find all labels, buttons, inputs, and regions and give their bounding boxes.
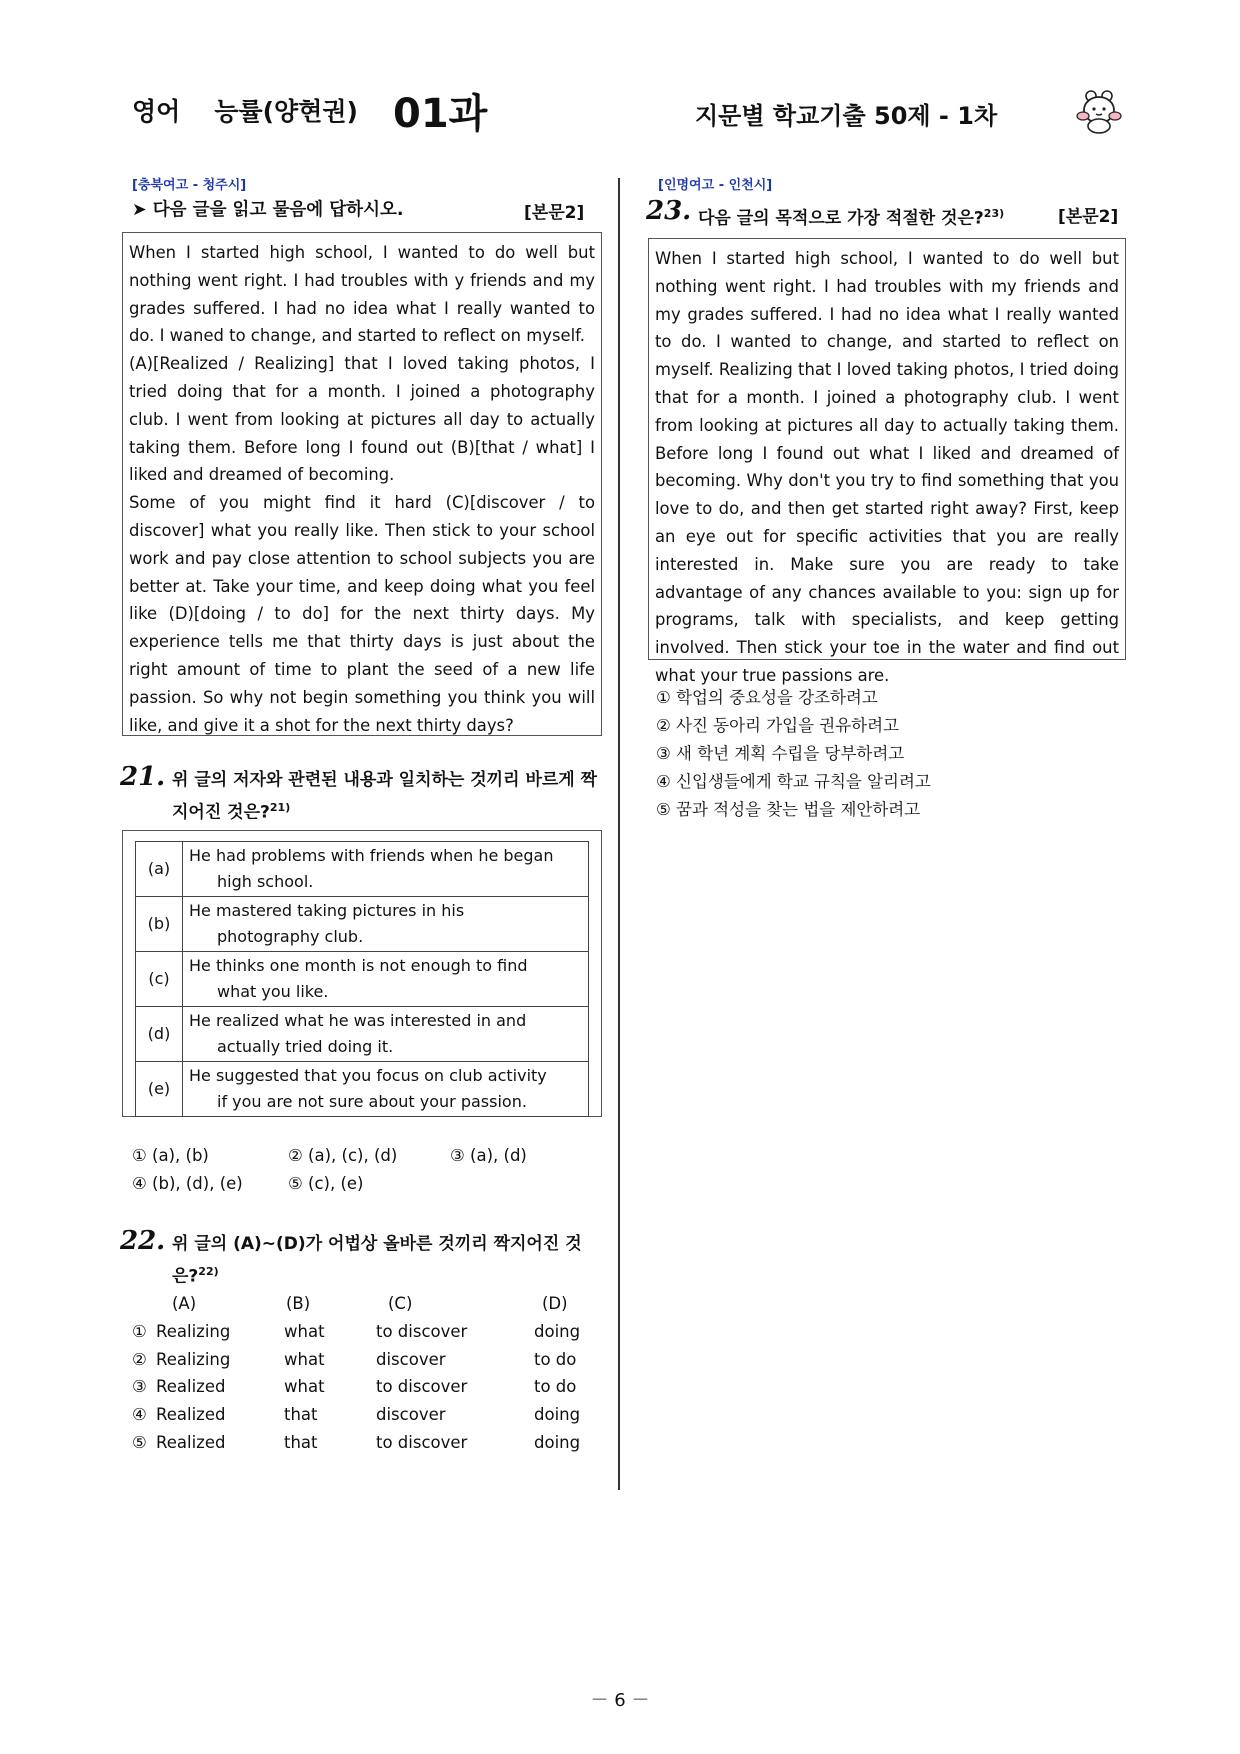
option-a: Realized — [156, 1405, 226, 1425]
subject: 영어 — [132, 97, 181, 126]
left-passage — [122, 232, 602, 736]
option-c: to discover — [376, 1377, 468, 1397]
q21-text — [172, 766, 600, 827]
option-number: ③ — [132, 1377, 147, 1397]
q23-passage-text: When I started high school, I wanted to do well but nothing went right. I had troubles with my friends and my grades suffered. I had no idea what I really wanted to do. I wanted to change, and started to reflect on myself. Realizing that I loved taking photos, I tried doing that for a month. I joined a photography club. I went from looking at pictures all day to actually taking them. Before long I found out what I liked and dreamed of becoming. Why don't you try to find something that you love to do, and then get started right away? First, keep an eye out for specific activities that you are really interested in. Make sure you are ready to take advantage of any chances available to you: sign up for programs, talk with specialists, and keep getting involved. Then stick your toe in the water and find out what your true passions are. — [655, 249, 1119, 685]
passage-paragraph-2: (A)[Realized / Realizing] that I loved taking photos, I tried doing that for a month. I joined a photography club. I went from looking at pictures all day to actually taking them. Before long I found out (B)[that / what] I liked and dreamed of becoming. — [129, 354, 595, 485]
q22-header-row — [132, 1290, 602, 1318]
option-a: Realized — [156, 1377, 226, 1397]
row-label: (b) — [136, 897, 183, 952]
option-a: Realized — [156, 1432, 226, 1452]
option-b: that — [284, 1432, 318, 1452]
q22-option-1[interactable] — [132, 1318, 602, 1346]
q21-statement-table — [135, 841, 589, 1117]
row-label: (a) — [136, 842, 183, 897]
q23-choice-2[interactable]: ② 사진 동아리 가입을 권유하려고 — [656, 716, 899, 735]
q21-choice-5[interactable]: ⑤ (c), (e) — [288, 1174, 364, 1193]
option-b: that — [284, 1405, 318, 1425]
page-title: 지문별 학교기출 50제 - 1차 — [695, 102, 998, 130]
col-header-b: (B) — [286, 1294, 311, 1313]
col-header-a: (A) — [172, 1294, 197, 1313]
q21-footnote: 21) — [269, 801, 291, 814]
table-row — [136, 897, 589, 952]
option-d: doing — [534, 1321, 581, 1341]
option-d: doing — [534, 1432, 581, 1452]
q22-options — [132, 1290, 602, 1457]
table-row — [136, 1007, 589, 1062]
publisher: 능률(양현권) — [214, 97, 358, 126]
row-text-line2: actually tried doing it. — [217, 1037, 394, 1056]
q23-footnote: 23) — [983, 207, 1005, 220]
left-tag: [본문2] — [524, 203, 585, 223]
q22-option-4[interactable] — [132, 1401, 602, 1429]
col-header-d: (D) — [542, 1294, 568, 1313]
q23-choice-1[interactable]: ① 학업의 중요성을 강조하려고 — [656, 688, 878, 707]
option-b: what — [284, 1321, 325, 1341]
q22-option-5[interactable] — [132, 1429, 602, 1457]
q23-question: 다음 글의 목적으로 가장 적절한 것은? — [698, 208, 984, 229]
row-text-line2: if you are not sure about your passion. — [217, 1092, 527, 1111]
option-d: doing — [534, 1405, 581, 1425]
option-d: to do — [534, 1349, 577, 1369]
q21-question: 위 글의 저자와 관련된 내용과 일치하는 것끼리 바르게 짝지어진 것은? — [172, 770, 598, 823]
q23-choice-5[interactable]: ⑤ 꿈과 적성을 찾는 법을 제안하려고 — [656, 800, 921, 819]
q23-choice-3[interactable]: ③ 새 학년 계획 수립을 당부하려고 — [656, 744, 905, 763]
option-c: discover — [376, 1349, 446, 1369]
row-text-line2: high school. — [217, 872, 314, 891]
q21-choice-1[interactable]: ① (a), (b) — [132, 1146, 209, 1165]
q23-passage — [648, 238, 1126, 685]
row-label: (d) — [136, 1007, 183, 1062]
q21-choice-4[interactable]: ④ (b), (d), (e) — [132, 1174, 243, 1193]
option-b: what — [284, 1349, 325, 1369]
option-c: discover — [376, 1405, 446, 1425]
page-number: － 6 － — [590, 1690, 650, 1711]
option-number: ⑤ — [132, 1432, 147, 1452]
q21-number: 21. — [120, 762, 166, 792]
bear-mascot-icon — [1074, 86, 1124, 136]
row-label: (c) — [136, 952, 183, 1007]
option-c: to discover — [376, 1432, 468, 1452]
q22-number: 22. — [120, 1226, 166, 1256]
column-divider — [618, 178, 620, 1490]
option-d: to do — [534, 1377, 577, 1397]
row-text-line2: what you like. — [217, 982, 329, 1001]
q21-statement-box — [122, 830, 602, 1117]
passage-paragraph-3: Some of you might find it hard (C)[discover / to discover] what you really like. Then stick to your school work and pay close attention to school subjects you are better at. Take your time, and keep doing what you feel like (D)[doing / to do] for the next thirty days. My experience tells me that thirty days is just about the right amount of time to plant the seed of a new life passion. So why not begin something you think you will like, and give it a shot for the next thirty days? — [129, 493, 595, 735]
q22-question: 위 글의 (A)~(D)가 어법상 올바른 것끼리 짝지어진 것은? — [172, 1234, 582, 1287]
option-a: Realizing — [156, 1321, 231, 1341]
option-b: what — [284, 1377, 325, 1397]
row-text-line1: He had problems with friends when he began — [189, 846, 554, 865]
q23-text — [698, 200, 1004, 233]
q22-option-2[interactable] — [132, 1346, 602, 1374]
row-label: (e) — [136, 1062, 183, 1117]
row-text-line1: He suggested that you focus on club activity — [189, 1066, 547, 1085]
row-text-line1: He thinks one month is not enough to find — [189, 956, 528, 975]
option-c: to discover — [376, 1321, 468, 1341]
q21-choice-3[interactable]: ③ (a), (d) — [450, 1146, 527, 1165]
row-text-line1: He mastered taking pictures in his — [189, 901, 465, 920]
option-number: ① — [132, 1321, 147, 1341]
header-left — [132, 92, 358, 128]
q22-option-3[interactable] — [132, 1373, 602, 1401]
option-number: ② — [132, 1349, 147, 1369]
option-number: ④ — [132, 1405, 147, 1425]
row-text-line1: He realized what he was interested in and — [189, 1011, 527, 1030]
lesson-title: 01과 — [393, 91, 488, 137]
col-header-c: (C) — [388, 1294, 413, 1313]
q22-text — [172, 1230, 600, 1291]
passage-paragraph-1: When I started high school, I wanted to do well but nothing went right. I had troubles with y friends and my grades suffered. I had no idea what I really wanted to do. I waned to change, and started to reflect on myself. — [129, 243, 595, 346]
right-source: [인명여고 - 인천시] — [658, 178, 773, 193]
q21-choice-2[interactable]: ② (a), (c), (d) — [288, 1146, 398, 1165]
table-row — [136, 842, 589, 897]
option-a: Realizing — [156, 1349, 231, 1369]
left-instruction: ➤ 다음 글을 읽고 물음에 답하시오. — [132, 200, 404, 220]
q22-footnote: 22) — [198, 1265, 219, 1278]
q23-number: 23. — [646, 196, 692, 226]
row-text-line2: photography club. — [217, 927, 364, 946]
table-row — [136, 952, 589, 1007]
left-source: [충북여고 - 청주시] — [132, 178, 247, 193]
q23-choice-4[interactable]: ④ 신입생들에게 학교 규칙을 알리려고 — [656, 772, 931, 791]
q23-tag: [본문2] — [1058, 207, 1119, 227]
table-row — [136, 1062, 589, 1117]
